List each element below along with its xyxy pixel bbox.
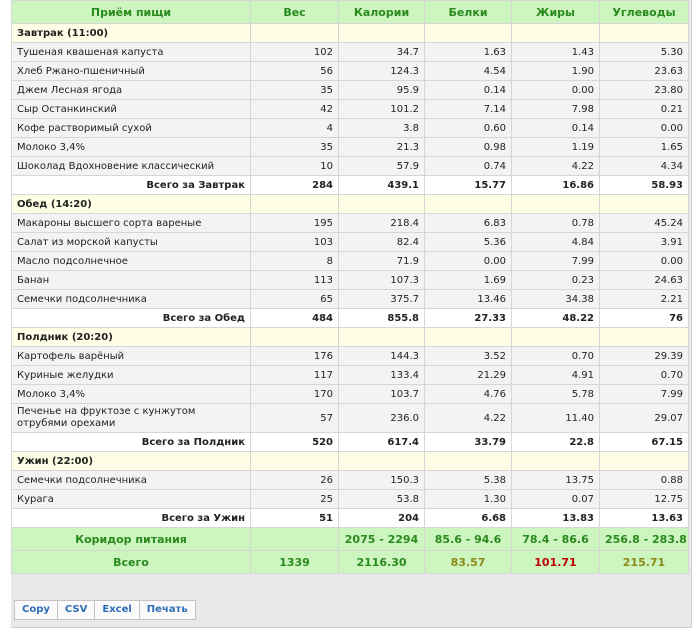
food-fat: 1.90	[512, 62, 600, 81]
food-calories: 53.8	[339, 490, 425, 509]
meal-total-row	[12, 509, 689, 528]
food-protein: 13.46	[425, 290, 512, 309]
corridor-weight	[251, 528, 339, 551]
table-row	[12, 157, 689, 176]
total-weight: 484	[251, 309, 339, 328]
food-carbs: 1.65	[600, 138, 689, 157]
food-calories: 144.3	[339, 347, 425, 366]
food-name: Тушеная квашеная капуста	[12, 43, 251, 62]
table-row	[12, 119, 689, 138]
food-carbs: 29.07	[600, 404, 689, 433]
food-calories: 236.0	[339, 404, 425, 433]
corridor-protein: 85.6 - 94.6	[425, 528, 512, 551]
food-carbs: 23.63	[600, 62, 689, 81]
total-label: Всего за Завтрак	[12, 176, 251, 195]
food-name: Банан	[12, 271, 251, 290]
food-weight: 170	[251, 385, 339, 404]
print-button[interactable]: Печать	[139, 600, 196, 620]
food-carbs: 0.00	[600, 119, 689, 138]
total-protein: 27.33	[425, 309, 512, 328]
table-row	[12, 214, 689, 233]
table-row	[12, 471, 689, 490]
food-protein: 4.22	[425, 404, 512, 433]
food-name: Семечки подсолнечника	[12, 471, 251, 490]
header-weight[interactable]: Вес	[251, 1, 339, 24]
meal-section-row	[12, 452, 689, 471]
food-fat: 0.00	[512, 81, 600, 100]
grand-total-carbs: 215.71	[600, 551, 689, 574]
table-row	[12, 81, 689, 100]
table-row	[12, 385, 689, 404]
food-protein: 5.38	[425, 471, 512, 490]
food-name: Кофе растворимый сухой	[12, 119, 251, 138]
nutrition-corridor-row	[12, 528, 689, 551]
header-carbs[interactable]: Углеводы	[600, 1, 689, 24]
food-calories: 107.3	[339, 271, 425, 290]
food-protein: 4.76	[425, 385, 512, 404]
food-weight: 26	[251, 471, 339, 490]
food-protein: 7.14	[425, 100, 512, 119]
nutrition-table	[11, 0, 689, 574]
total-fat: 16.86	[512, 176, 600, 195]
food-protein: 4.54	[425, 62, 512, 81]
food-calories: 21.3	[339, 138, 425, 157]
table-row	[12, 62, 689, 81]
table-row	[12, 490, 689, 509]
page-bottom-strip	[0, 628, 699, 632]
food-name: Курага	[12, 490, 251, 509]
food-weight: 42	[251, 100, 339, 119]
food-weight: 102	[251, 43, 339, 62]
food-carbs: 2.21	[600, 290, 689, 309]
food-weight: 8	[251, 252, 339, 271]
total-carbs: 13.63	[600, 509, 689, 528]
copy-button[interactable]: Copy	[14, 600, 58, 620]
food-fat: 7.99	[512, 252, 600, 271]
food-carbs: 24.63	[600, 271, 689, 290]
grand-total-row	[12, 551, 689, 574]
food-fat: 0.07	[512, 490, 600, 509]
meal-total-row	[12, 309, 689, 328]
food-carbs: 7.99	[600, 385, 689, 404]
food-calories: 57.9	[339, 157, 425, 176]
total-weight: 284	[251, 176, 339, 195]
grand-total-label: Всего	[12, 551, 251, 574]
food-carbs: 3.91	[600, 233, 689, 252]
corridor-fat: 78.4 - 86.6	[512, 528, 600, 551]
food-carbs: 0.21	[600, 100, 689, 119]
food-calories: 150.3	[339, 471, 425, 490]
food-weight: 35	[251, 138, 339, 157]
total-fat: 48.22	[512, 309, 600, 328]
food-protein: 1.63	[425, 43, 512, 62]
meal-title: Обед (14:20)	[12, 195, 251, 214]
meal-section-row	[12, 328, 689, 347]
food-protein: 21.29	[425, 366, 512, 385]
food-weight: 57	[251, 404, 339, 433]
food-name: Картофель варёный	[12, 347, 251, 366]
food-protein: 0.60	[425, 119, 512, 138]
table-row	[12, 290, 689, 309]
total-label: Всего за Ужин	[12, 509, 251, 528]
food-name: Куриные желудки	[12, 366, 251, 385]
food-weight: 4	[251, 119, 339, 138]
food-carbs: 45.24	[600, 214, 689, 233]
total-label: Всего за Полдник	[12, 433, 251, 452]
food-calories: 95.9	[339, 81, 425, 100]
total-protein: 33.79	[425, 433, 512, 452]
food-carbs: 0.00	[600, 252, 689, 271]
food-fat: 1.19	[512, 138, 600, 157]
food-fat: 4.84	[512, 233, 600, 252]
meal-total-row	[12, 433, 689, 452]
food-protein: 0.14	[425, 81, 512, 100]
meal-title: Завтрак (11:00)	[12, 24, 251, 43]
total-carbs: 67.15	[600, 433, 689, 452]
food-name: Семечки подсолнечника	[12, 290, 251, 309]
meal-total-row	[12, 176, 689, 195]
food-name: Сыр Останкинский	[12, 100, 251, 119]
food-calories: 218.4	[339, 214, 425, 233]
header-row	[12, 1, 689, 24]
total-weight: 51	[251, 509, 339, 528]
meal-section-row	[12, 195, 689, 214]
total-carbs: 58.93	[600, 176, 689, 195]
total-calories: 439.1	[339, 176, 425, 195]
food-name: Джем Лесная ягода	[12, 81, 251, 100]
food-protein: 1.30	[425, 490, 512, 509]
corridor-carbs: 256.8 - 283.8	[600, 528, 689, 551]
food-calories: 3.8	[339, 119, 425, 138]
food-calories: 34.7	[339, 43, 425, 62]
food-fat: 0.23	[512, 271, 600, 290]
table-row	[12, 43, 689, 62]
table-row	[12, 233, 689, 252]
food-fat: 7.98	[512, 100, 600, 119]
food-name: Молоко 3,4%	[12, 385, 251, 404]
food-fat: 4.91	[512, 366, 600, 385]
total-label: Всего за Обед	[12, 309, 251, 328]
food-name: Печенье на фруктозе с кунжутом отрубями орехами	[12, 404, 251, 433]
food-protein: 5.36	[425, 233, 512, 252]
food-fat: 34.38	[512, 290, 600, 309]
food-weight: 65	[251, 290, 339, 309]
total-calories: 617.4	[339, 433, 425, 452]
food-carbs: 5.30	[600, 43, 689, 62]
total-fat: 22.8	[512, 433, 600, 452]
total-protein: 15.77	[425, 176, 512, 195]
food-carbs: 12.75	[600, 490, 689, 509]
food-weight: 176	[251, 347, 339, 366]
food-protein: 1.69	[425, 271, 512, 290]
food-protein: 0.74	[425, 157, 512, 176]
food-calories: 101.2	[339, 100, 425, 119]
food-calories: 124.3	[339, 62, 425, 81]
total-protein: 6.68	[425, 509, 512, 528]
table-row	[12, 404, 689, 433]
food-fat: 4.22	[512, 157, 600, 176]
food-calories: 71.9	[339, 252, 425, 271]
table-row	[12, 100, 689, 119]
table-row	[12, 138, 689, 157]
food-weight: 10	[251, 157, 339, 176]
meal-section-row	[12, 24, 689, 43]
corridor-label: Коридор питания	[12, 528, 251, 551]
food-fat: 11.40	[512, 404, 600, 433]
food-calories: 133.4	[339, 366, 425, 385]
table-row	[12, 271, 689, 290]
food-weight: 195	[251, 214, 339, 233]
nutrition-table-container	[11, 0, 692, 628]
food-weight: 56	[251, 62, 339, 81]
grand-total-protein: 83.57	[425, 551, 512, 574]
food-fat: 0.78	[512, 214, 600, 233]
csv-button[interactable]: CSV	[57, 600, 95, 620]
food-fat: 0.14	[512, 119, 600, 138]
export-toolbar	[14, 600, 195, 620]
food-fat: 13.75	[512, 471, 600, 490]
food-carbs: 0.88	[600, 471, 689, 490]
food-carbs: 0.70	[600, 366, 689, 385]
food-weight: 25	[251, 490, 339, 509]
food-protein: 3.52	[425, 347, 512, 366]
header-fat[interactable]: Жиры	[512, 1, 600, 24]
grand-total-weight: 1339	[251, 551, 339, 574]
food-calories: 82.4	[339, 233, 425, 252]
table-row	[12, 252, 689, 271]
total-fat: 13.83	[512, 509, 600, 528]
food-name: Масло подсолнечное	[12, 252, 251, 271]
table-row	[12, 347, 689, 366]
total-calories: 204	[339, 509, 425, 528]
food-fat: 1.43	[512, 43, 600, 62]
food-calories: 375.7	[339, 290, 425, 309]
food-fat: 0.70	[512, 347, 600, 366]
meal-title: Ужин (22:00)	[12, 452, 251, 471]
food-protein: 0.98	[425, 138, 512, 157]
food-name: Салат из морской капусты	[12, 233, 251, 252]
meal-title: Полдник (20:20)	[12, 328, 251, 347]
grand-total-fat: 101.71	[512, 551, 600, 574]
grand-total-calories: 2116.30	[339, 551, 425, 574]
food-name: Шоколад Вдохновение классический	[12, 157, 251, 176]
food-carbs: 23.80	[600, 81, 689, 100]
excel-button[interactable]: Excel	[94, 600, 139, 620]
header-protein[interactable]: Белки	[425, 1, 512, 24]
total-carbs: 76	[600, 309, 689, 328]
food-carbs: 29.39	[600, 347, 689, 366]
food-name: Хлеб Ржано-пшеничный	[12, 62, 251, 81]
food-protein: 0.00	[425, 252, 512, 271]
food-name: Макароны высшего сорта вареные	[12, 214, 251, 233]
header-calories[interactable]: Калории	[339, 1, 425, 24]
total-weight: 520	[251, 433, 339, 452]
food-weight: 103	[251, 233, 339, 252]
food-calories: 103.7	[339, 385, 425, 404]
food-weight: 113	[251, 271, 339, 290]
corridor-calories: 2075 - 2294	[339, 528, 425, 551]
food-weight: 117	[251, 366, 339, 385]
food-name: Молоко 3,4%	[12, 138, 251, 157]
food-fat: 5.78	[512, 385, 600, 404]
food-carbs: 4.34	[600, 157, 689, 176]
total-calories: 855.8	[339, 309, 425, 328]
food-weight: 35	[251, 81, 339, 100]
header-meal[interactable]: Приём пищи	[12, 1, 251, 24]
table-row	[12, 366, 689, 385]
food-protein: 6.83	[425, 214, 512, 233]
